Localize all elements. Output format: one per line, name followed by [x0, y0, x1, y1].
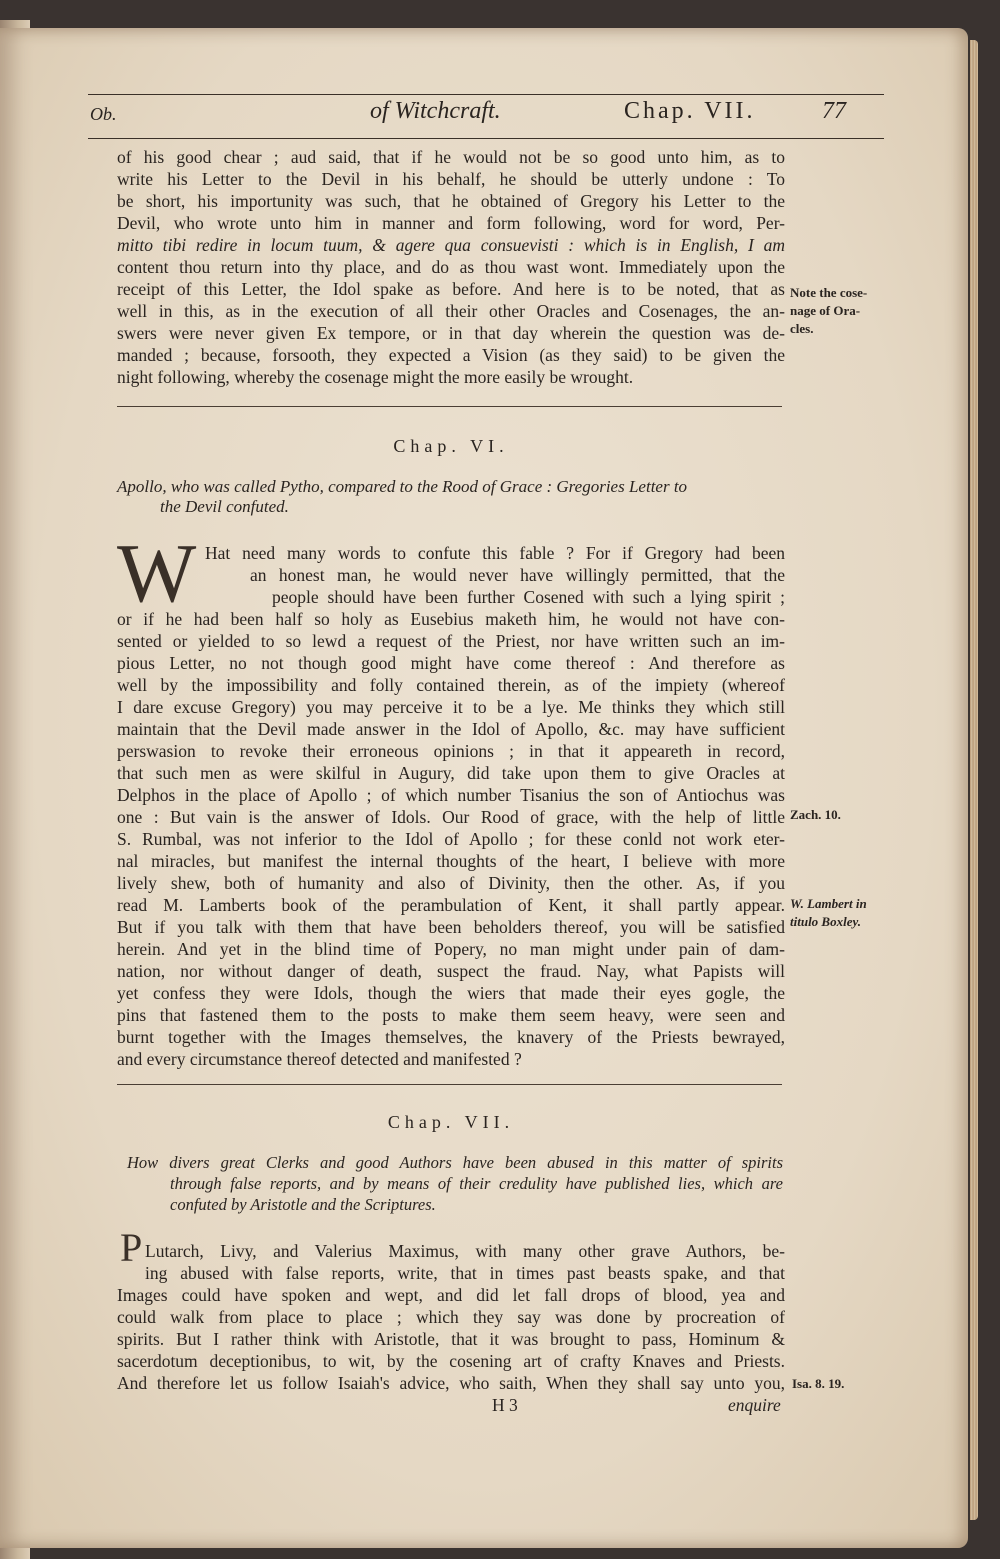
text-line: yet confess they were Idols, though the wiers that made their eyes gogle, the [117, 983, 785, 1003]
text-line: an honest man, he would never have willingly permitted, that the [250, 565, 785, 585]
text-line: nal miracles, but manifest the internal thoughts of the heart, I believe with more [117, 851, 785, 871]
running-title: of Witchcraft. [370, 98, 501, 124]
text-line: night following, whereby the cosenage might the more easily be wrought. [117, 367, 634, 387]
page-edge [970, 40, 978, 1520]
text-line: nation, nor without danger of death, suspect the fraud. Nay, what Papists will [117, 961, 785, 981]
margin-note-isaiah: Isa. 8. 19. [792, 1376, 845, 1391]
margin-note-line: cles. [790, 321, 814, 336]
text-line: spirits. But I rather think with Aristotle, that it was brought to pass, Hominum & [117, 1329, 785, 1349]
text-line: maintain that the Devil made answer in the Idol of Apollo, &c. may have sufficient [117, 719, 785, 739]
text-line: perswasion to revoke their erroneous opinions ; in that it appeareth in record, [117, 741, 785, 761]
text-line: pious Letter, no not though good might have come thereof : And therefore as [117, 653, 785, 673]
text-line: mitto tibi redire in locum tuum, & agere qua consuevisti : which is in English, I am [117, 235, 785, 255]
text-line: Images could have spoken and wept, and did let fall drops of blood, yea and [117, 1285, 785, 1305]
text-line: ing abused with false reports, write, that in times past beasts spake, and that [145, 1263, 785, 1283]
text-line: And therefore let us follow Isaiah's advice, who saith, When they shall say unto you, [117, 1373, 785, 1393]
header-left-mark: Ob. [90, 104, 117, 124]
text-line: Hat need many words to confute this fable ? For if Gregory had been [205, 543, 785, 563]
margin-note-cosenage [790, 284, 867, 338]
text-line: one : But vain is the answer of Idols. Our Rood of grace, with the help of little [117, 807, 785, 827]
margin-note-line: nage of Ora- [790, 303, 861, 318]
signature-mark: H 3 [492, 1395, 518, 1415]
section-divider [117, 406, 782, 407]
margin-note-line: Note the cose- [790, 285, 868, 300]
text-line: write his Letter to the Devil in his behalf, he should be utterly undone : To [117, 169, 785, 189]
text-line: or if he had been half so holy as Eusebius maketh him, he would not have con- [117, 609, 785, 629]
catchword: enquire [728, 1395, 781, 1415]
chapter-6-heading: Chap. VI. [393, 436, 509, 456]
text-line: lively shew, both of humanity and also of Divinity, then the other. As, if you [117, 873, 785, 893]
margin-note-line: W. Lambert in [790, 896, 867, 911]
text-line: receipt of this Letter, the Idol spake as before. And here is to be noted, that as [117, 279, 785, 299]
text-line: Lutarch, Livy, and Valerius Maximus, with many other grave Authors, be- [145, 1241, 785, 1261]
chapter-6-subtitle-cont: the Devil confuted. [160, 497, 289, 516]
text-line: I dare excuse Gregory) you may perceive it to be a lye. Me thinks they which still [117, 697, 785, 717]
text-line: But if you talk with them that have been beholders thereof, you will be satisfied [117, 917, 785, 937]
text-line: Devil, who wrote unto him in manner and form following, word for word, Per- [117, 213, 785, 233]
text-line: pins that fastened them to the posts to make them seem heavy, were seen and [117, 1005, 785, 1025]
running-chapter: Chap. VII. [624, 98, 756, 124]
text-line: could walk from place to place ; which they say was done by procreation of [117, 1307, 785, 1327]
section-divider [117, 1084, 782, 1085]
text-line: swers were never given Ex tempore, or in that day wherein the question was de- [117, 323, 785, 343]
text-line: and every circumstance thereof detected and manifested ? [117, 1049, 522, 1069]
header-bottom-rule [88, 138, 884, 139]
text-line: manded ; because, forsooth, they expected a Vision (as they said) to be given the [117, 345, 785, 365]
margin-note-lambert [790, 895, 867, 931]
text-line: content thou return into thy place, and do as thou wast wont. Immediately upon the [117, 257, 785, 277]
text-line: well in this, as in the execution of all their other Oracles and Cosenages, the an- [117, 301, 785, 321]
text-line: be short, his importunity was such, that he obtained of Gregory his Letter to the [117, 191, 785, 211]
chapter-7-subtitle: through false reports, and by means of their credulity have published lies, which are [170, 1174, 783, 1193]
text-line: that such men as were skilful in Augury, did take upon them to give Oracles at [117, 763, 785, 783]
drop-cap-w: W [117, 527, 197, 620]
text-line: people should have been further Cosened with such a lying spirit ; [272, 587, 785, 607]
text-line: well by the impossibility and folly contained therein, as of the impiety (whereof [117, 675, 785, 695]
drop-cap-p: P [120, 1225, 143, 1270]
text-line: sacerdotum deceptionibus, to wit, by the cosening art of crafty Knaves and Priests. [117, 1351, 785, 1371]
text-line: herein. And yet in the blind time of Popery, no man might under pain of dam- [117, 939, 785, 959]
text-line: S. Rumbal, was not inferior to the Idol of Apollo ; for these conld not work eter- [117, 829, 785, 849]
text-line: burnt together with the Images themselves, the knavery of the Priests bewrayed, [117, 1027, 785, 1047]
chapter-7-subtitle: How divers great Clerks and good Authors have been abused in this matter of spirits [127, 1153, 783, 1172]
chapter-7-subtitle: confuted by Aristotle and the Scriptures. [170, 1195, 436, 1214]
chapter-7-heading: Chap. VII. [387, 1112, 515, 1132]
chapter-6-subtitle: Apollo, who was called Pytho, compared to the Rood of Grace : Gregories Letter to [117, 477, 688, 496]
margin-note-zach: Zach. 10. [790, 807, 841, 822]
page-number: 77 [822, 98, 846, 124]
margin-note-line: titulo Boxley. [790, 914, 862, 929]
text-line: read M. Lamberts book of the perambulation of Kent, it shall partly appear. [117, 895, 785, 915]
text-line: Delphos in the place of Apollo ; of which number Tisanius the son of Antiochus was [117, 785, 785, 805]
text-line: of his good chear ; aud said, that if he would not be so good unto him, as to [117, 147, 785, 167]
text-line: sented or yielded to so lewd a request of the Priest, nor have written such an im- [117, 631, 785, 651]
